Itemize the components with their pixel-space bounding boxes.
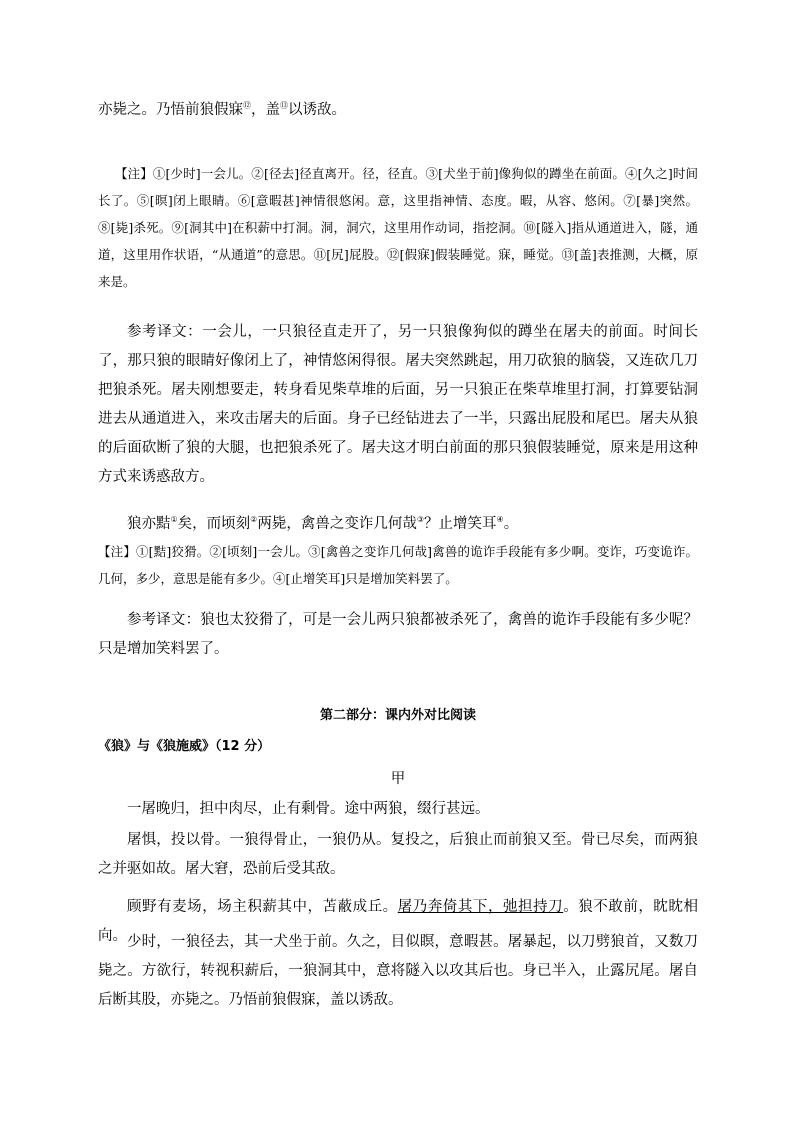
footnote-marker: ⑬ [280,101,288,111]
text-line-top [98,96,698,125]
passage-paragraph-2: 屠惧，投以骨。一狼得骨止，一狼仍从。复投之，后狼止而前狼又至。骨已尽矣，而两狼之并驱如故。屠大窘，恐前后受其敌。 [98,832,698,877]
translation-paragraph-2: 参考译文：狼也太狡猾了，可是一会儿两只狼都被杀死了，禽兽的诡诈手段能有多少呢？只是增加笑料罢了。 [98,612,698,657]
footnote-marker: ③ [416,515,425,525]
section-title: 第二部分：课内外对比阅读 [319,708,476,723]
passage-paragraph-1: 一屠晚归，担中肉尽，止有剩骨。途中两狼，缀行甚远。 [127,801,490,817]
translation-paragraph-1: 参考译文：一会儿，一只狼径直走开了，另一只狼像狗似的蹲坐在屠夫的前面。时间长了，那只狼的眼睛好像闭上了，神情悠闲得很。屠夫突然跳起，用刀砍狼的脑袋，又连砍几刀把狼杀死。屠夫刚想要走，转身看见柴草堆的后面，另一只狼正在柴草堆里打洞，打算要钻洞进去从通道进入，来攻击屠夫的后面。身子已经钻进去了一半，只露出屁股和尾巴。屠夫从狼的后面砍断了狼的大腿，也把狼杀死了。屠夫这才明白前面的那只狼假装睡觉，原来是用这种方式来诱惑敌方。 [98,324,698,485]
passage-label: 甲 [390,771,406,787]
footnote-marker: ④ [496,515,504,525]
text-span: ，盖 [251,102,280,118]
annotation-note-1: 【注】①[少时]一会儿。②[径去]径直离开。径，径直。③[犬坐于前]像狗似的蹲坐在前面。④[久之]时间长了。⑤[暝]闭上眼睛。⑥[意暇甚]神情很悠闲。意，这里指神情、态度。暇，从容、悠闲。⑦[暴]突然。⑧[毙]杀死。⑨[洞其中]在积薪中打洞。洞，洞穴，这里用作动词，指挖洞。⑩[隧入]指从通道进入，隧，通道，这里用作状语，“从通道”的意思。⑪[尻]屁股。⑫[假寐]假装睡觉。寐，睡觉。⑬[盖]表推测，大概，原来是。 [98,166,698,289]
footnote-marker: ② [250,515,258,525]
text-span: 以诱敌。 [288,102,346,118]
text-span: 亦毙之。乃悟前狼假寐 [98,102,243,118]
text-span: 矣，而顷刻 [177,516,251,532]
underlined-sentence: 屠乃奔倚其下，弛担持刀 [397,899,564,915]
text-span: 顾野有麦场，场主积薪其中，苫蔽成丘。 [127,899,398,915]
text-span: 。狼不敢前，眈眈相向。 [98,899,699,944]
text-span: 。 [503,516,519,532]
classical-paragraph-2 [98,510,698,539]
text-span: 狼亦黠 [127,516,171,532]
text-span: ？止增笑耳 [424,516,497,532]
footnote-marker: ① [170,515,178,525]
text-span: 两毙，禽兽之变诈几何哉 [257,516,417,532]
annotation-note-2: 【注】①[黠]狡猾。②[顷刻]一会儿。③[禽兽之变诈几何哉]禽兽的诡诈手段能有多少啊。变诈，巧变诡诈。几何，多少，意思是能有多少。④[止增笑耳]只是增加笑料罢了。 [98,544,698,586]
question-title: 《狼》与《狼施威》（12 分） [98,739,271,754]
footnote-marker: ⑫ [243,101,251,111]
passage-paragraph-4: 少时，一狼径去，其一犬坐于前。久之，目似瞑，意暇甚。屠暴起，以刀劈狼首，又数刀毙之。方欲行，转视积薪后，一狼洞其中，意将隧入以攻其后也。身已半入，止露尻尾。屠自后断其股，亦毙之。乃悟前狼假寐，盖以诱敌。 [98,934,698,1008]
